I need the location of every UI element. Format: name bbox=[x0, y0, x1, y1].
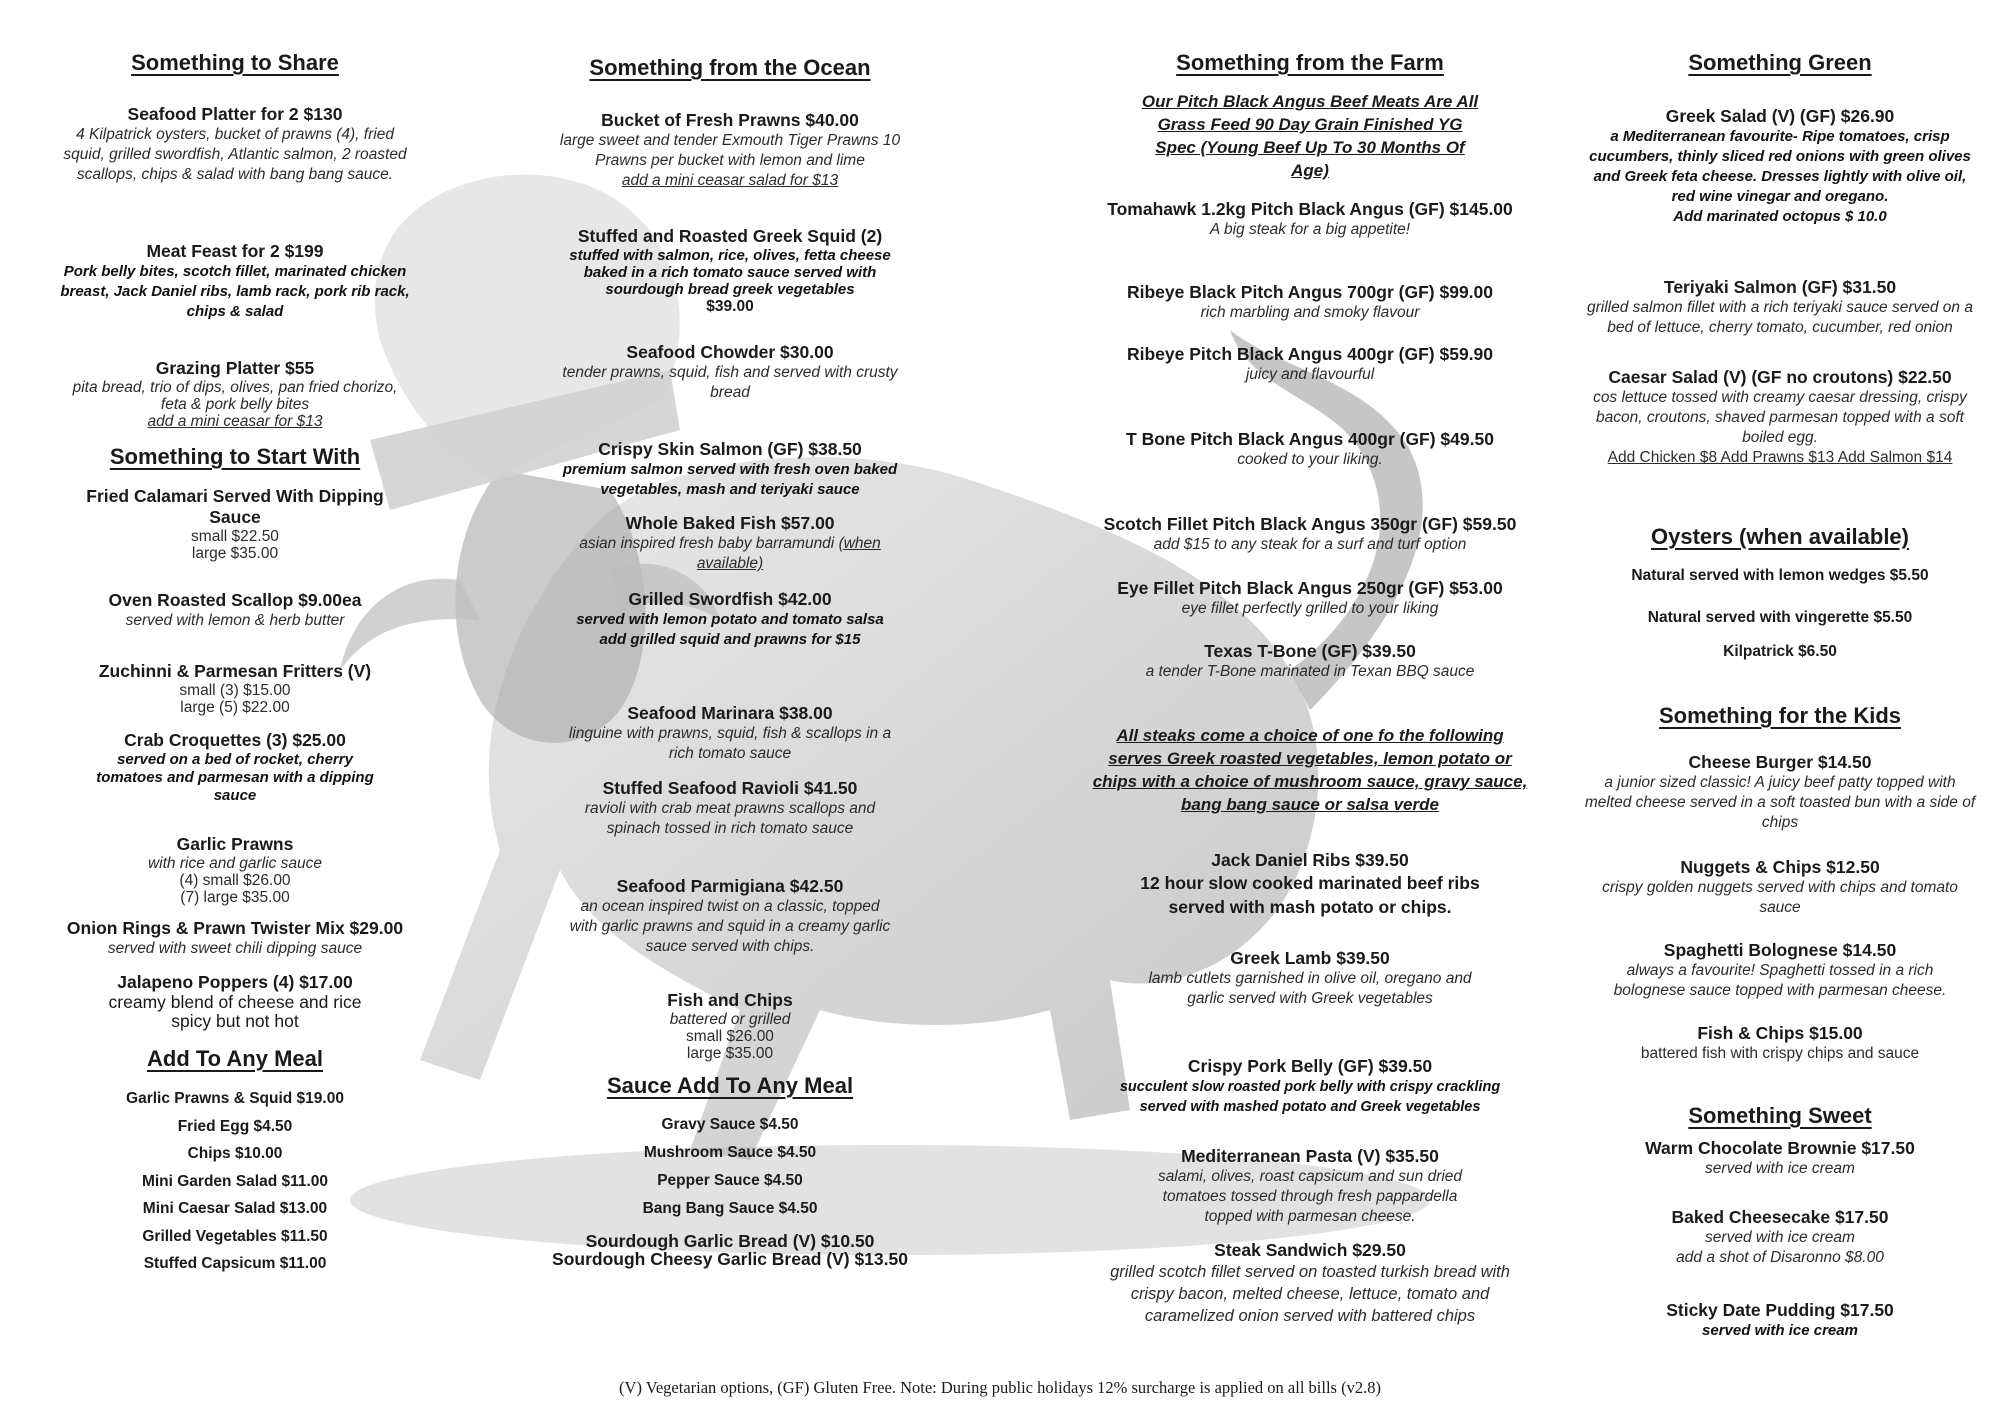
item-title: Zuchinni & Parmesan Fritters (V) bbox=[98, 661, 372, 681]
oysters-heading: Oysters (when available) bbox=[1651, 524, 1909, 549]
item-extra: Add Chicken $8 Add Prawns $13 Add Salmon $14 bbox=[1607, 449, 1953, 466]
menu-item bbox=[50, 730, 420, 805]
oysters-list bbox=[1570, 566, 1990, 662]
menu-item bbox=[1080, 344, 1540, 385]
item-title: Seafood Marinara $38.00 bbox=[627, 703, 833, 723]
item-title: Caesar Salad (V) (GF no croutons) $22.50 bbox=[1608, 367, 1952, 387]
steaks-note: All steaks come a choice of one fo the following serves Greek roasted vegetables, lemon potato or chips with a choice of mushroom sauce, gravy sauce, bang bang sauce or salsa verde bbox=[1092, 726, 1528, 814]
item-title: Ribeye Pitch Black Angus 400gr (GF) $59.90 bbox=[1126, 344, 1493, 364]
menu-item bbox=[540, 226, 920, 315]
item-desc: with rice and garlic sauce bbox=[147, 855, 323, 872]
menu-item bbox=[1570, 857, 1990, 918]
oyster-item: Kilpatrick $6.50 bbox=[1723, 643, 1837, 660]
start-heading: Something to Start With bbox=[109, 444, 361, 469]
item-desc: cos lettuce tossed with creamy caesar dressing, crispy bacon, croutons, shaved parmesan topped with a soft boiled egg. bbox=[1593, 389, 1967, 446]
item-desc: a tender T-Bone marinated in Texan BBQ sauce bbox=[1145, 663, 1475, 680]
menu-item bbox=[1080, 1056, 1540, 1117]
menu-item bbox=[50, 241, 420, 322]
menu-item bbox=[1080, 282, 1540, 323]
item-title: Fried Calamari Served With Dipping Sauce bbox=[86, 486, 384, 527]
item-desc: rich marbling and smoky flavour bbox=[1200, 304, 1420, 321]
menu-item bbox=[1080, 1146, 1540, 1227]
menu-item bbox=[1080, 199, 1540, 240]
menu-item bbox=[50, 486, 420, 562]
farm-heading: Something from the Farm bbox=[1176, 50, 1444, 75]
item-title: Steak Sandwich $29.50 bbox=[1214, 1240, 1406, 1260]
item-price-small: (4) small $26.00 bbox=[179, 872, 291, 889]
item-title: Grilled Swordfish $42.00 bbox=[628, 589, 832, 609]
item-title: Tomahawk 1.2kg Pitch Black Angus (GF) $145.00 bbox=[1107, 199, 1513, 219]
item-title: Texas T-Bone (GF) $39.50 bbox=[1204, 641, 1416, 661]
menu-item bbox=[540, 703, 920, 764]
item-desc: served with ice cream bbox=[1702, 1322, 1858, 1339]
item-title: Crispy Skin Salmon (GF) $38.50 bbox=[598, 439, 862, 459]
item-desc: grilled scotch fillet served on toasted turkish bread with crispy bacon, melted cheese, lettuce, tomato and caramelized onion served with battered chips bbox=[1110, 1263, 1510, 1325]
menu-item bbox=[1080, 429, 1540, 470]
item-title: Oven Roasted Scallop $9.00ea bbox=[108, 590, 362, 610]
item-title: T Bone Pitch Black Angus 400gr (GF) $49.50 bbox=[1126, 429, 1494, 449]
item-desc: a junior sized classic! A juicy beef patty topped with melted cheese served in a soft toasted bun with a side of chips bbox=[1584, 774, 1976, 831]
menu-item bbox=[1080, 514, 1540, 555]
item-title: Greek Salad (V) (GF) $26.90 bbox=[1665, 106, 1895, 126]
item-title: Stuffed and Roasted Greek Squid (2) bbox=[577, 226, 883, 246]
item-desc: asian inspired fresh baby barramundi bbox=[579, 535, 835, 552]
item-title: Meat Feast for 2 $199 bbox=[146, 241, 324, 261]
item-desc: battered or grilled bbox=[669, 1011, 791, 1028]
footer-note: (V) Vegetarian options, (GF) Gluten Free. Note: During public holidays 12% surcharge is applied on all bills (v2.8) bbox=[619, 1378, 1381, 1397]
item-title: Seafood Chowder $30.00 bbox=[626, 342, 834, 362]
menu-item bbox=[50, 972, 420, 1031]
addmeal-item: Grilled Vegetables $11.50 bbox=[142, 1227, 328, 1245]
item-title: Seafood Platter for 2 $130 bbox=[127, 104, 343, 124]
item-title: Stuffed Seafood Ravioli $41.50 bbox=[602, 778, 858, 798]
item-desc: grilled salmon fillet with a rich teriyaki sauce served on a bed of lettuce, cherry tomato, cucumber, red onion bbox=[1587, 299, 1973, 336]
farm-intro: Our Pitch Black Angus Beef Meats Are All Grass Feed 90 Day Grain Finished YG Spec (Young Beef Up To 30 Months Of Age) bbox=[1141, 92, 1479, 180]
addmeal-heading: Add To Any Meal bbox=[147, 1046, 323, 1071]
sauce-item: Mushroom Sauce $4.50 bbox=[643, 1144, 817, 1161]
item-desc-2: add grilled squid and prawns for $15 bbox=[599, 631, 861, 648]
item-extra: add a shot of Disaronno $8.00 bbox=[1676, 1249, 1884, 1266]
item-title: Garlic Prawns bbox=[176, 834, 294, 854]
item-title: Eye Fillet Pitch Black Angus 250gr (GF) $53.00 bbox=[1117, 578, 1503, 598]
item-title: Whole Baked Fish $57.00 bbox=[625, 513, 835, 533]
menu-item bbox=[540, 439, 920, 500]
item-title: Spaghetti Bolognese $14.50 bbox=[1663, 940, 1897, 960]
sauce-heading: Sauce Add To Any Meal bbox=[606, 1073, 854, 1098]
addmeal-item: Chips $10.00 bbox=[187, 1145, 283, 1162]
menu-item bbox=[540, 589, 920, 650]
item-title: Onion Rings & Prawn Twister Mix $29.00 bbox=[66, 918, 404, 938]
item-desc: stuffed with salmon, rice, olives, fetta cheese baked in a rich tomato sauce served with sourdough bread greek vegetables bbox=[569, 247, 891, 298]
item-desc: 12 hour slow cooked marinated beef ribs served with mash potato or chips. bbox=[1140, 873, 1480, 917]
item-desc: served with ice cream bbox=[1705, 1229, 1855, 1246]
item-desc: Pork belly bites, scotch fillet, marinated chicken breast, Jack Daniel ribs, lamb rack, pork rib rack, chips & salad bbox=[60, 263, 410, 320]
sauce-list bbox=[540, 1111, 920, 1223]
item-title: Nuggets & Chips $12.50 bbox=[1680, 857, 1880, 877]
menu-item bbox=[540, 513, 920, 574]
item-extra: (when available) bbox=[696, 535, 881, 572]
item-desc: served with ice cream bbox=[1705, 1160, 1855, 1177]
item-desc: tender prawns, squid, fish and served with crusty bread bbox=[562, 364, 898, 401]
sweet-heading: Something Sweet bbox=[1688, 1103, 1872, 1128]
addmeal-list bbox=[50, 1085, 420, 1278]
item-desc: creamy blend of cheese and rice spicy but not hot bbox=[108, 992, 362, 1031]
bread-item: Sourdough Garlic Bread (V) $10.50 bbox=[585, 1231, 875, 1251]
menu-item bbox=[540, 110, 920, 191]
menu-item bbox=[1570, 367, 1990, 468]
item-price-small: small $22.50 bbox=[191, 528, 279, 545]
item-price-large: large $35.00 bbox=[191, 545, 279, 562]
item-desc: add $15 to any steak for a surf and turf option bbox=[1153, 536, 1467, 553]
oyster-item: Natural served with vingerette $5.50 bbox=[1647, 609, 1913, 626]
menu-item bbox=[50, 918, 420, 959]
item-title: Ribeye Black Pitch Angus 700gr (GF) $99.00 bbox=[1126, 282, 1493, 302]
item-desc: an ocean inspired twist on a classic, topped with garlic prawns and squid in a creamy garlic sauce served with chips. bbox=[569, 898, 891, 955]
menu-item bbox=[1570, 940, 1990, 1001]
menu-item bbox=[1570, 1138, 1990, 1179]
menu-item bbox=[1080, 948, 1540, 1009]
item-title: Sticky Date Pudding $17.50 bbox=[1666, 1300, 1894, 1320]
bread-items bbox=[540, 1232, 920, 1268]
item-price-large: large $35.00 bbox=[686, 1045, 774, 1062]
item-desc: premium salmon served with fresh oven baked vegetables, mash and teriyaki sauce bbox=[562, 461, 898, 498]
item-desc: linguine with prawns, squid, fish & scallops in a rich tomato sauce bbox=[568, 725, 892, 762]
item-title: Warm Chocolate Brownie $17.50 bbox=[1645, 1138, 1915, 1158]
menu-item bbox=[1080, 1240, 1540, 1327]
item-title: Cheese Burger $14.50 bbox=[1688, 752, 1872, 772]
menu-item bbox=[1080, 578, 1540, 619]
item-title: Seafood Parmigiana $42.50 bbox=[616, 876, 844, 896]
item-price-small: small $26.00 bbox=[686, 1028, 774, 1045]
item-title: Greek Lamb $39.50 bbox=[1230, 948, 1390, 968]
menu-item bbox=[50, 834, 420, 906]
sauce-item: Gravy Sauce $4.50 bbox=[661, 1116, 799, 1133]
item-desc: served on a bed of rocket, cherry tomatoes and parmesan with a dipping sauce bbox=[96, 751, 374, 804]
item-extra: add a mini ceasar salad for $13 bbox=[621, 172, 839, 189]
addmeal-item: Stuffed Capsicum $11.00 bbox=[143, 1255, 327, 1272]
item-title: Baked Cheesecake $17.50 bbox=[1671, 1207, 1889, 1227]
item-desc: ravioli with crab meat prawns scallops and spinach tossed in rich tomato sauce bbox=[584, 800, 876, 837]
item-desc: eye fillet perfectly grilled to your liking bbox=[1181, 600, 1439, 617]
item-price-large: (7) large $35.00 bbox=[180, 889, 290, 906]
menu-item bbox=[1080, 850, 1540, 919]
item-desc: crispy golden nuggets served with chips and tomato sauce bbox=[1602, 879, 1958, 916]
item-extra: add a mini ceasar for $13 bbox=[147, 413, 323, 430]
item-title: Jalapeno Poppers (4) $17.00 bbox=[117, 972, 353, 992]
item-title: Jack Daniel Ribs $39.50 bbox=[1211, 850, 1409, 870]
item-desc: lamb cutlets garnished in olive oil, oregano and garlic served with Greek vegetables bbox=[1148, 970, 1472, 1007]
item-title: Crispy Pork Belly (GF) $39.50 bbox=[1187, 1056, 1433, 1076]
item-title: Bucket of Fresh Prawns $40.00 bbox=[601, 110, 859, 130]
menu-item bbox=[50, 104, 420, 185]
item-desc: pita bread, trio of dips, olives, pan fried chorizo, feta & pork belly bites bbox=[72, 379, 398, 413]
menu-item bbox=[50, 590, 420, 631]
item-extra: Add marinated octopus $ 10.0 bbox=[1673, 208, 1887, 225]
item-desc: juicy and flavourful bbox=[1245, 366, 1375, 383]
item-title: Fish & Chips $15.00 bbox=[1697, 1023, 1863, 1043]
item-title: Grazing Platter $55 bbox=[155, 358, 315, 378]
item-title: Crab Croquettes (3) $25.00 bbox=[124, 730, 346, 750]
item-desc: salami, olives, roast capsicum and sun dried tomatoes tossed through fresh pappardella topped with parmesan cheese. bbox=[1157, 1168, 1463, 1225]
menu-item bbox=[540, 990, 920, 1062]
kids-heading: Something for the Kids bbox=[1659, 703, 1901, 728]
item-desc: 4 Kilpatrick oysters, bucket of prawns (4), fried squid, grilled swordfish, Atlantic salmon, 2 roasted scallops, chips & salad with bang bang sauce. bbox=[63, 126, 407, 183]
menu-item bbox=[540, 342, 920, 403]
green-heading: Something Green bbox=[1688, 50, 1872, 75]
item-desc: a Mediterranean favourite- Ripe tomatoes, crisp cucumbers, thinly sliced red onions with green olives and Greek feta cheese. Dresses lightly with olive oil, red wine vinegar and oregano. bbox=[1589, 128, 1971, 205]
menu-item bbox=[1570, 1300, 1990, 1341]
menu-item bbox=[1570, 106, 1990, 227]
item-price-small: small (3) $15.00 bbox=[179, 682, 291, 699]
menu-item bbox=[1570, 1207, 1990, 1268]
item-desc: always a favourite! Spaghetti tossed in a rich bolognese sauce topped with parmesan cheese. bbox=[1613, 962, 1947, 999]
item-desc: cooked to your liking. bbox=[1237, 451, 1383, 468]
sauce-item: Pepper Sauce $4.50 bbox=[657, 1172, 803, 1189]
item-title: Fish and Chips bbox=[667, 990, 793, 1010]
menu-item bbox=[540, 876, 920, 957]
menu-item bbox=[50, 358, 420, 430]
item-desc: battered fish with crispy chips and sauce bbox=[1640, 1045, 1920, 1062]
addmeal-item: Fried Egg $4.50 bbox=[177, 1117, 293, 1135]
item-desc: large sweet and tender Exmouth Tiger Prawns 10 Prawns per bucket with lemon and lime bbox=[559, 132, 901, 169]
menu-item bbox=[540, 778, 920, 839]
share-heading: Something to Share bbox=[131, 50, 339, 75]
bread-item: Sourdough Cheesy Garlic Bread (V) $13.50 bbox=[552, 1249, 908, 1269]
item-desc: served with lemon & herb butter bbox=[125, 612, 345, 629]
ocean-heading: Something from the Ocean bbox=[589, 55, 871, 80]
item-price: $39.00 bbox=[706, 298, 754, 315]
menu-item bbox=[50, 661, 420, 716]
addmeal-item: Garlic Prawns & Squid $19.00 bbox=[126, 1090, 344, 1107]
addmeal-item: Mini Garden Salad $11.00 bbox=[141, 1172, 329, 1190]
oyster-item: Natural served with lemon wedges $5.50 bbox=[1631, 567, 1929, 584]
item-title: Teriyaki Salmon (GF) $31.50 bbox=[1663, 277, 1897, 297]
sauce-item: Bang Bang Sauce $4.50 bbox=[642, 1200, 818, 1217]
menu-item bbox=[1570, 277, 1990, 338]
menu-item bbox=[1080, 641, 1540, 682]
item-desc: A big steak for a big appetite! bbox=[1209, 221, 1411, 238]
menu-item bbox=[1570, 752, 1990, 833]
item-desc: succulent slow roasted pork belly with crispy crackling served with mashed potato and Greek vegetables bbox=[1119, 1079, 1501, 1115]
menu-item bbox=[1570, 1023, 1990, 1064]
item-title: Mediterranean Pasta (V) $35.50 bbox=[1181, 1146, 1439, 1166]
item-desc: served with sweet chili dipping sauce bbox=[107, 940, 363, 957]
item-price-large: large (5) $22.00 bbox=[180, 699, 290, 716]
item-desc: served with lemon potato and tomato salsa bbox=[576, 611, 884, 628]
item-title: Scotch Fillet Pitch Black Angus 350gr (GF) $59.50 bbox=[1103, 514, 1517, 534]
addmeal-item: Mini Caesar Salad $13.00 bbox=[142, 1200, 328, 1217]
